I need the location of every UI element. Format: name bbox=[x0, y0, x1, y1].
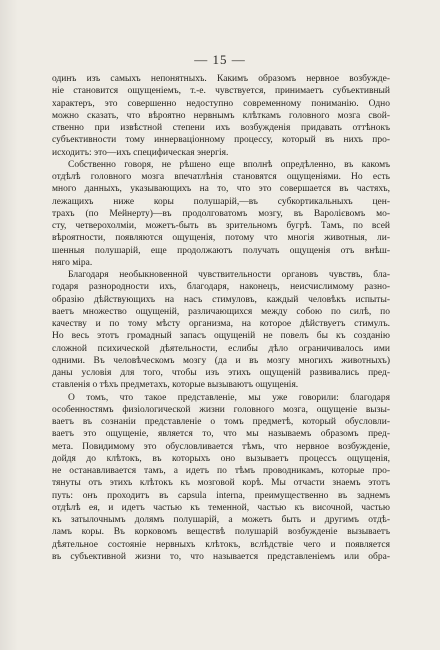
paragraph-2 bbox=[52, 159, 390, 269]
body-text bbox=[52, 73, 390, 563]
text-line: ніе становится ощущеніемъ, т.-е. чувствуется, принимаетъ субъективный bbox=[52, 86, 390, 97]
text-line: дойдя до клѣтокъ, въ которыхъ оно вызываетъ процессъ ощущенія, bbox=[52, 453, 390, 464]
text-line: характеръ, это совершенно недоступно современному пониманію. Одно bbox=[52, 98, 390, 109]
text-line: даны условія для того, чтобы изъ этихъ ощущеній развивались пред- bbox=[52, 368, 390, 378]
paragraph-3 bbox=[52, 269, 390, 392]
text-line: одними. Въ человѣческомъ мозгу (да и въ мозгу многихъ животныхъ) bbox=[52, 355, 390, 366]
text-line: субъективности тому иннерваціонному процессу, который въ нихъ про- bbox=[52, 135, 390, 146]
text-line: Благодаря необыкновенной чувствительности органовъ чувствъ, бла- bbox=[68, 270, 390, 280]
text-line: не останавливается тамъ, а идетъ по тѣмъ проводникамъ, которые про- bbox=[52, 466, 390, 476]
text-line: одинъ изъ самыхъ непонятныхъ. Какимъ образомъ нервное возбужде- bbox=[52, 74, 390, 84]
page-number: — 15 — bbox=[194, 52, 246, 67]
text-line: въ субъективной жизни то, что называется представленіемъ или обра- bbox=[52, 551, 390, 562]
text-line: отдѣлѣ ея, и идетъ частью къ теменной, частью къ височной, частью bbox=[52, 502, 390, 513]
text-line: ставленія о тѣхъ предметахъ, которые вызываютъ ощущенія. bbox=[52, 380, 299, 391]
text-line: ваетъ въ сознаніи представленіе о томъ предметѣ, который обусловли- bbox=[52, 417, 390, 427]
text-line: особенностямъ физіологической жизни головного мозга, ощущеніе вызы- bbox=[52, 404, 390, 415]
text-line: лежащихъ ниже коры полушарій,—въ субкортикальныхъ цен- bbox=[52, 196, 390, 207]
text-line: образію дѣйствующихъ на насъ стимуловъ, каждый человѣкъ испыты- bbox=[52, 294, 390, 305]
text-line: Но весь этотъ громадный запасъ ощущеній не повелъ бы къ созданію bbox=[52, 331, 390, 342]
text-line: няго міра. bbox=[52, 257, 93, 268]
text-line: можно сказать, что вѣроятно нервнымъ клѣткамъ головного мозга свой- bbox=[52, 110, 390, 121]
text-line: къ затылочнымъ долямъ полушарій, а можетъ быть и другимъ отдѣ- bbox=[52, 515, 390, 525]
text-line: ваетъ это ощущеніе, является то, что мы называемъ образомъ пред- bbox=[52, 429, 390, 440]
text-line: путь: онъ проходитъ въ capsula interna, преимущественно въ заднемъ bbox=[52, 490, 390, 501]
text-line: ваетъ множество ощущеній, различающихся между собою по силѣ, по bbox=[52, 306, 390, 317]
text-line: сту, четверохолміи, можетъ-быть въ зрительномъ бугрѣ. Тамъ, по всей bbox=[52, 221, 390, 231]
text-line: качеству и по тому мѣсту организма, на которое дѣйствуетъ стимулъ. bbox=[52, 319, 390, 329]
text-line: мета. Повидимому это обусловливается тѣмъ, что нервное возбужденіе, bbox=[52, 441, 390, 452]
text-line: Собственно говоря, не рѣшено еще вполнѣ опредѣленно, въ какомъ bbox=[68, 159, 390, 170]
text-line: отдѣлѣ головного мозга впечатлѣнія становятся ощущеніями. Но есть bbox=[52, 172, 390, 182]
text-line: шенныя полушарій, еще продолжаютъ получать ощущенія отъ внѣш- bbox=[52, 245, 390, 256]
text-line: ламъ коры. Въ корковомъ веществѣ полушарій возбужденіе вызываетъ bbox=[52, 527, 390, 538]
text-line: ственно при извѣстной степени ихъ возбужденія придавать оттѣнокъ bbox=[52, 123, 390, 133]
text-line: сложной психической дѣятельности, еслибы дѣло ограничивалось ими bbox=[52, 343, 390, 354]
text-line: исходитъ: это—ихъ специфическая энергія. bbox=[52, 147, 229, 158]
text-line: дѣятельное состояніе нервныхъ клѣтокъ, вслѣдствіе чего и появляется bbox=[52, 539, 390, 550]
text-line: трахъ (по Мейнерту)—въ продолговатомъ мозгу, въ Варолієвомъ мо- bbox=[52, 208, 390, 219]
text-line: тянуты отъ этихъ клѣтокъ къ мозговой корѣ. Мы отчасти знаемъ этотъ bbox=[52, 478, 390, 489]
text-line: годаря разнородности ихъ, благодаря, наконецъ, неисчислимому разно- bbox=[52, 282, 390, 293]
text-line: много данныхъ, указывающихъ на то, что это совершается въ частяхъ, bbox=[52, 184, 390, 195]
text-line: О томъ, что такое представленіе, мы уже говорили: благодаря bbox=[68, 392, 390, 403]
text-line: вѣроятности, появляются ощущенія, потому что многія животныя, ли- bbox=[52, 233, 390, 244]
paragraph-4 bbox=[52, 392, 390, 564]
paragraph-1 bbox=[52, 73, 390, 159]
